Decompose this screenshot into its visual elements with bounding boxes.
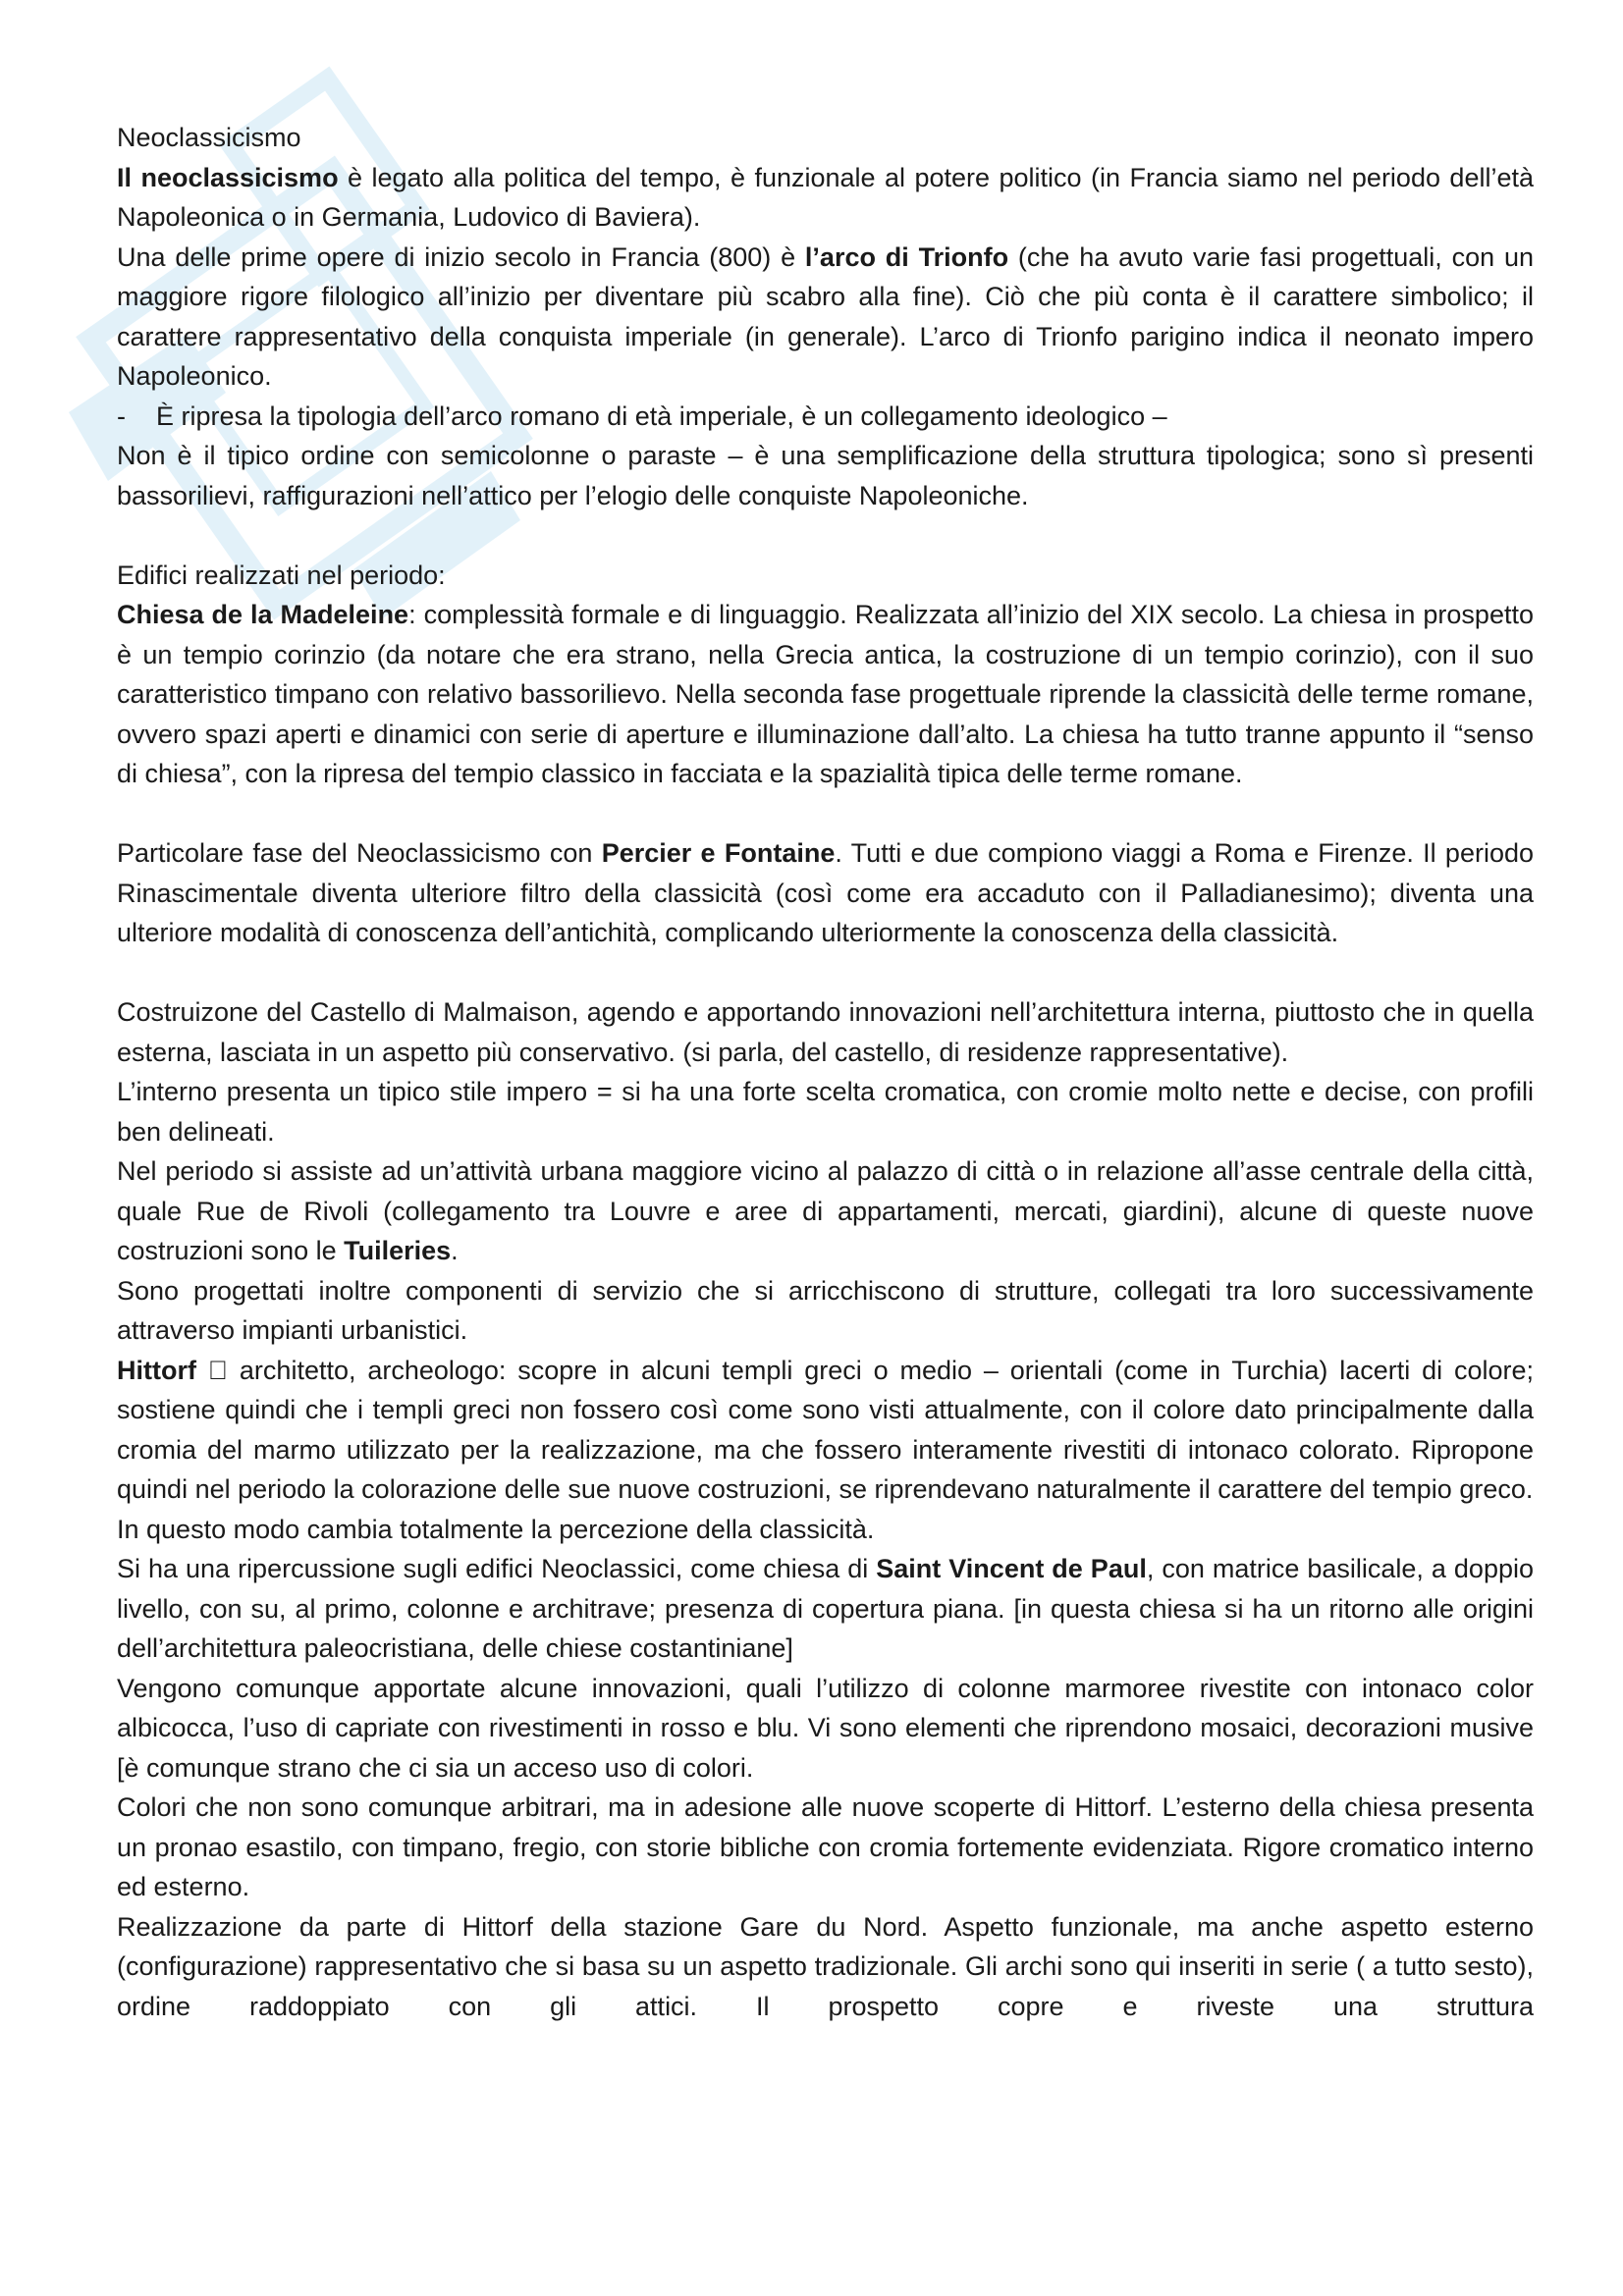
text-run: Sono progettati inoltre componenti di servizio che si arricchiscono di strutture, collegati tra loro successivamente attraverso impianti urbanistici. [117, 1275, 1534, 1345]
text-run: In questo modo cambia totalmente la percezione della classicità. [117, 1514, 875, 1544]
document-page [117, 118, 1534, 2026]
bold-text: Hittorf [117, 1355, 196, 1385]
text-run: Nel periodo si assiste ad un’attività urbana maggiore vicino al palazzo di città o in relazione all’asse centrale della città, quale Rue de Rivoli (collegamento tra Louvre e aree di appartamenti, mercati, giardini), alcune di queste nuove costruzioni sono le [117, 1156, 1534, 1265]
bold-text: Il neoclassicismo [117, 162, 339, 192]
text-run: Costruizone del Castello di Malmaison, agendo e apportando innovazioni nell’architettura interna, piuttosto che in quella esterna, lasciata in un aspetto più conservativo. (si parla, del castello, di residenze rappresentative). [117, 997, 1534, 1067]
paragraph-spacer [117, 794, 1534, 834]
list-item [117, 397, 1534, 437]
text-run: È ripresa la tipologia dell’arco romano di età imperiale, è un collegamento ideologico – [156, 400, 1167, 431]
paragraph [117, 992, 1534, 1072]
paragraph [117, 1549, 1534, 1669]
text-run: L’interno presenta un tipico stile impero = si ha una forte scelta cromatica, con cromie molto nette e decise, con profili ben delineati. [117, 1077, 1534, 1147]
text-run: Realizzazione da parte di Hittorf della stazione Gare du Nord. Aspetto funzionale, ma anche aspetto esterno (configurazione) rappresentativo che si basa su un aspetto tradizionale. Gli archi sono qui inseriti in serie ( a tutto sesto), ordine raddoppiato con gli attici. Il prospetto copre e riveste una struttura [117, 1911, 1534, 2021]
paragraph [117, 1907, 1534, 2027]
document-title: Neoclassicismo [117, 123, 301, 152]
text-run: Vengono comunque apportate alcune innovazioni, quali l’utilizzo di colonne marmoree rivestite con intonaco color albicocca, l’uso di capriate con rivestimenti in rosso e blu. Vi sono elementi che riprendono mosaici, decorazioni musive [è comunque strano che ci sia un acceso uso di colori. [117, 1673, 1534, 1783]
text-run: Una delle prime opere di inizio secolo in Francia (800) è [117, 241, 805, 272]
paragraph [117, 1271, 1534, 1351]
paragraph [117, 436, 1534, 515]
paragraph-spacer [117, 953, 1534, 993]
text-run: . Tutti e due compiono viaggi a Roma e Firenze. Il periodo Rinascimentale diventa ulteriore filtro della classicità (così come era accaduto con il Palladianesimo); diventa una ulteriore modalità di conoscenza dell’antichità, complicando ulteriormente la conoscenza della classicità. [117, 838, 1534, 947]
bold-text: Saint Vincent de Paul [876, 1554, 1147, 1583]
paragraph [117, 1788, 1534, 1907]
bold-text: Tuileries [344, 1236, 452, 1265]
text-run: , con matrice basilicale, a doppio livello, con su, al primo, colonne e architrave; presenza di copertura piana. [in questa chiesa si ha un ritorno alle origini dell’architettura paleocristiana, delle chiese costantiniane] [117, 1554, 1534, 1663]
text-run: Colori che non sono comunque arbitrari, ma in adesione alle nuove scoperte di Hittorf. L’esterno della chiesa presenta un pronao esastilo, con timpano, fregio, con storie bibliche con cromia fortemente evidenziata. Rigore cromatico interno ed esterno. [117, 1792, 1534, 1901]
text-run: Non è il tipico ordine con semicolonne o paraste – è una semplificazione della struttura tipologica; sono sì presenti bassorilievi, raffigurazioni nell’attico per l’elogio delle conquiste Napoleoniche. [117, 441, 1534, 510]
text-run: : complessità formale e di linguaggio. Realizzata all’inizio del XIX secolo. La chiesa in prospetto è un tempio corinzio (da notare che era strano, nella Grecia antica, la costruzione di un tempio corinzio), con il suo caratteristico timpano con relativo bassorilievo. Nella seconda fase progettuale riprende la classicità delle terme romane, ovvero spazi aperti e dinamici con serie di aperture e illuminazione dall’alto. La chiesa ha tutto tranne appunto il “senso di chiesa”, con la ripresa del tempio classico in facciata e la spazialità tipica delle terme romane. [117, 600, 1534, 788]
paragraph [117, 1669, 1534, 1789]
paragraph [117, 238, 1534, 397]
bold-text: Chiesa de la Madeleine [117, 600, 409, 629]
text-run: Si ha una ripercussione sugli edifici Neoclassici, come chiesa di [117, 1554, 877, 1583]
list-dash: - [117, 400, 126, 431]
text-run: Particolare fase del Neoclassicismo con [117, 838, 602, 868]
text-run: (che ha avuto varie fasi progettuali, con un maggiore rigore filologico all’inizio per diventare più scabro alla fine). Ciò che più conta è il carattere simbolico; il carattere rappresentativo della conquista imperiale (in generale). L’arco di Trionfo parigino indica il neonato impero Napoleonico. [117, 241, 1535, 391]
paragraph [117, 595, 1534, 794]
paragraph [117, 833, 1534, 953]
text-run: è legato alla politica del tempo, è funzionale al potere politico (in Francia siamo nel periodo dell’età Napoleonica o in Germania, Ludovico di Baviera). [117, 162, 1534, 232]
text-run: . [451, 1236, 459, 1265]
text-run: Edifici realizzati nel periodo: [117, 560, 446, 590]
text-run: architetto, archeologo: scopre in alcuni templi greci o medio – orientali (come in Turchia) lacerti di colore; sostiene quindi che i templi greci non fossero così come sono visti attualmente, con il colore dato principalmente dalla cromia del marmo utilizzato per la realizzazione, ma che fossero interamente rivestiti di intonaco colorato. Ripropone quindi nel periodo la colorazione delle sue nuove costruzioni, se riprendevano naturalmente il carattere del tempio greco. [117, 1355, 1534, 1504]
paragraph [117, 556, 1534, 596]
paragraph [117, 1351, 1534, 1510]
paragraph-spacer [117, 515, 1534, 556]
paragraph [117, 158, 1534, 238]
bold-text: l’arco di Trionfo [804, 241, 1009, 272]
paragraph [117, 1510, 1534, 1550]
paragraph-list [117, 158, 1534, 2027]
bold-text: Percier e Fontaine [601, 838, 836, 868]
paragraph [156, 397, 1534, 437]
paragraph [117, 1151, 1534, 1271]
paragraph [117, 1072, 1534, 1151]
